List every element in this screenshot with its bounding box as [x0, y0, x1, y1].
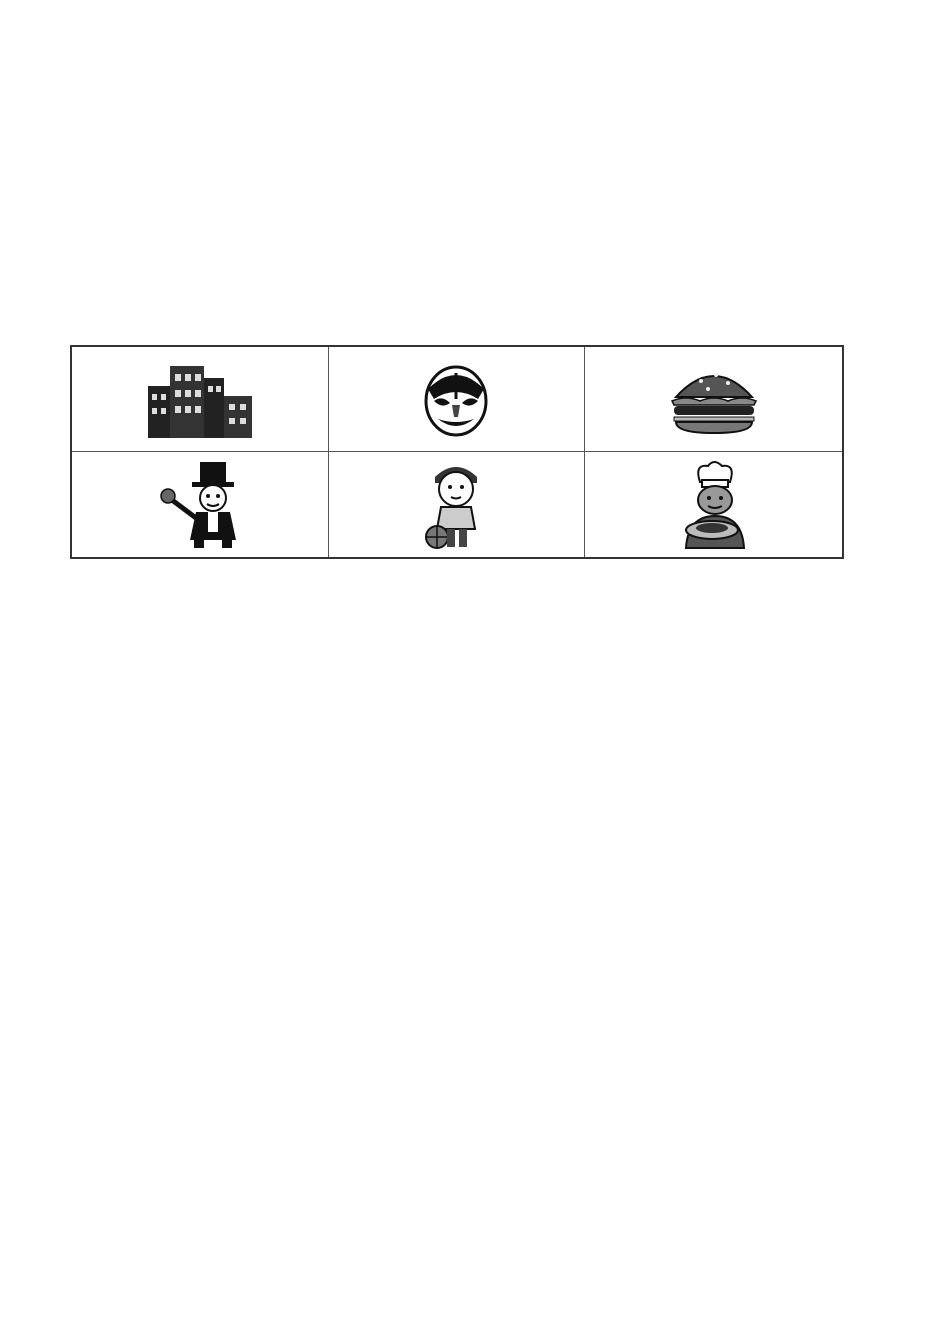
chef-icon	[664, 460, 764, 550]
picture-f	[585, 452, 842, 557]
magician-icon	[150, 460, 250, 550]
opera-mask-icon	[416, 359, 496, 439]
picture-a	[72, 347, 329, 452]
buildings-icon	[140, 356, 260, 442]
picture-d	[72, 452, 329, 557]
picture-e	[329, 452, 586, 557]
hamburger-icon	[666, 361, 762, 437]
picture-grid	[70, 345, 844, 559]
picture-b	[329, 347, 586, 452]
basketball-boy-icon	[411, 457, 501, 553]
picture-c	[585, 347, 842, 452]
